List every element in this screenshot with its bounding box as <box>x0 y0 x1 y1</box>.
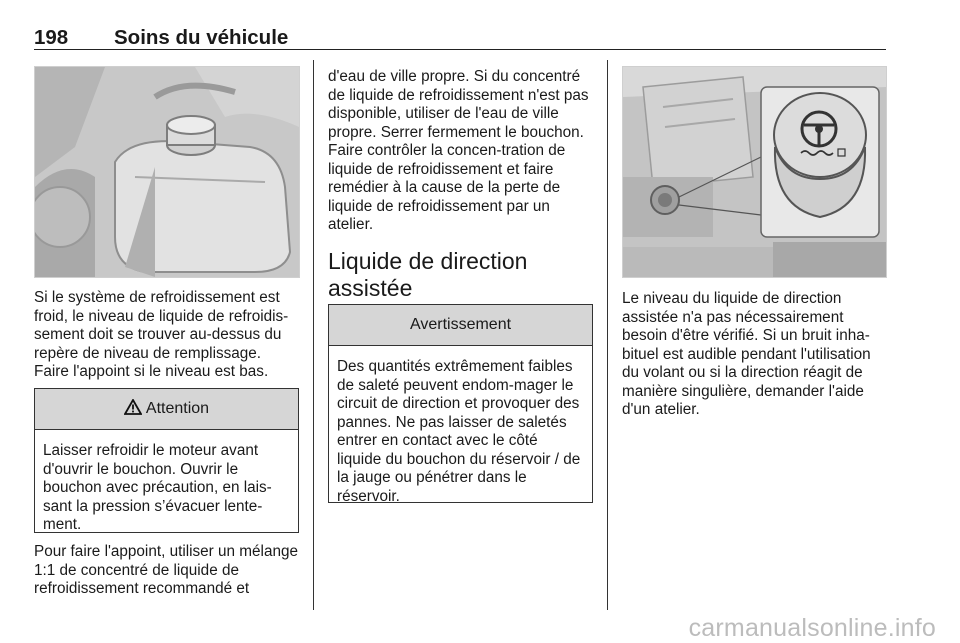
attention-box-header <box>35 389 298 430</box>
coolant-check-text: Si le système de refroidissement est froid, le niveau de liquide de refroidis-sement doit se trouver au-dessus du repère de niveau de remplissage. Faire l'appoint si le niveau est bas. <box>34 289 289 380</box>
section-title: Soins du véhicule <box>114 26 289 49</box>
warning-box <box>328 304 593 503</box>
refill-paragraph <box>34 543 300 599</box>
refill-text: Pour faire l'appoint, utiliser un mélange 1:1 de concentré de liquide de refroidissement recommandé et <box>34 543 298 597</box>
warning-box-header <box>329 305 592 346</box>
coolant-continuation-text: d'eau de ville propre. Si du concentré de liquide de refroidissement n'est pas disponible, utiliser de l'eau de ville propre. Serrer fermement le bouchon. Faire contrôler la concen-tration de liquide de refroidissement et faire remédier à la cause de la perte de liquide de refroidissement par un atelier. <box>328 68 589 233</box>
coolant-check-paragraph <box>34 289 300 382</box>
header-rule <box>34 49 886 50</box>
power-steering-paragraph <box>622 290 884 420</box>
watermark: carmanualsonline.info <box>688 614 936 642</box>
page-number: 198 <box>34 26 69 49</box>
power-steering-text: Le niveau du liquide de direction assistée n'a pas nécessairement besoin d'être vérifié. Si un bruit inha-bituel est audible pendant l'utilisation du volant ou si la direction réagit de manière singulière, demander l'aide d'un atelier. <box>622 290 871 418</box>
attention-box <box>34 388 299 533</box>
power-steering-reservoir-image <box>622 66 887 278</box>
section-heading-power-steering: Liquide de direction assistée <box>328 248 528 301</box>
page-header <box>34 26 288 50</box>
warning-title: Avertissement <box>409 316 512 333</box>
column-divider-1 <box>313 60 314 610</box>
coolant-continuation-paragraph <box>328 68 593 235</box>
attention-text: Laisser refroidir le moteur avant d'ouvrir le bouchon. Ouvrir le bouchon avec précaution, en lais-sant la pression s’évacuer lente-ment. <box>43 442 272 533</box>
coolant-reservoir-image <box>34 66 300 278</box>
warning-text: Des quantités extrêmement faibles de saleté peuvent endom-mager le circuit de direction et provoquer des pannes. Ne pas laisser de saletés entrer en contact avec le côté liquide du bouchon du réservoir / de la jauge ou pénétrer dans le réservoir. <box>337 358 581 505</box>
column-divider-2 <box>607 60 608 610</box>
attention-title: Attention <box>145 400 210 417</box>
warning-triangle-icon <box>124 399 142 420</box>
